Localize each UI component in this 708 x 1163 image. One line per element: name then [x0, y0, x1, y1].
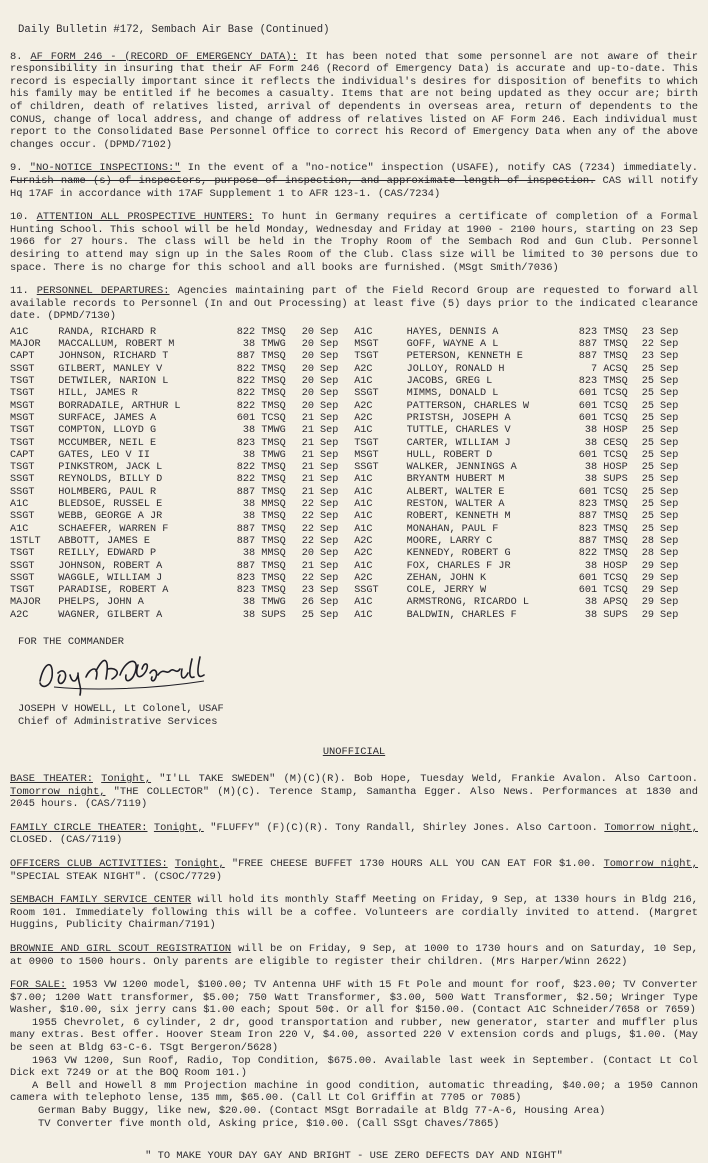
departure-date-cell: 26 Sep [301, 597, 339, 609]
departure-name-cell: PHELPS, JOHN A [58, 597, 144, 609]
departure-rank-cell: A1C [354, 376, 373, 388]
departure-row [10, 401, 690, 413]
officers-club-tomorrow: Tomorrow night, [603, 857, 699, 870]
departure-unit-cell: 887 TMSQ [236, 486, 286, 498]
departure-date-cell: 25 Sep [641, 400, 679, 412]
departure-rank-cell: A1C [10, 499, 29, 511]
departure-rank-cell: TSGT [10, 548, 35, 560]
departure-name-cell: JOHNSON, ROBERT A [58, 560, 163, 572]
departure-rank-cell: MSGT [354, 339, 379, 351]
departure-unit-cell: 822 TMSQ [236, 400, 286, 412]
item-9-body-1: In the event of a "no-notice" inspection (USAFE), notify CAS (7234) immediately. [187, 162, 698, 175]
departure-name-cell: BRYANTM HUBERT M [406, 474, 505, 486]
departure-date-cell: 25 Sep [641, 363, 679, 375]
departure-rank-cell: TSGT [354, 351, 379, 363]
departure-rank-cell: A1C [354, 609, 373, 621]
departure-rank-cell: SSGT [10, 486, 35, 498]
family-circle-tonight: Tonight, [153, 821, 204, 834]
item-9 [10, 162, 698, 200]
departure-rank-cell: TSGT [354, 437, 379, 449]
family-circle-tonight-text: "FLUFFY" (F)(C)(R). Tony Randall, Shirley Jones. Also Cartoon. [210, 821, 598, 834]
departure-rank-cell: SSGT [10, 560, 35, 572]
departure-unit-cell: 38 SUPS [584, 474, 628, 486]
for-sale-item-1 [10, 979, 698, 1017]
departure-unit-cell: 823 TMSQ [578, 523, 628, 535]
departure-row [10, 524, 690, 536]
item-11-number: 11. [10, 285, 29, 298]
departure-date-cell: 21 Sep [301, 412, 339, 424]
departure-row [10, 388, 690, 400]
departure-unit-cell: 822 TMSQ [236, 474, 286, 486]
signature-handwriting [34, 651, 214, 697]
for-sale-item-6: TV Converter five month old, Asking price, $10.00. (Call SSgt Chaves/7865) [38, 1117, 500, 1130]
departures-table [10, 327, 690, 622]
departure-rank-cell: A1C [354, 560, 373, 572]
departure-name-cell: WEBB, GEORGE A JR [58, 511, 163, 523]
departure-row [10, 462, 690, 474]
departure-date-cell: 25 Sep [641, 474, 679, 486]
departure-rank-cell: A1C [354, 511, 373, 523]
departure-date-cell: 21 Sep [301, 486, 339, 498]
departure-rank-cell: A1C [354, 597, 373, 609]
departure-unit-cell: 823 TMSQ [236, 437, 286, 449]
officers-club-tonight-text: "FREE CHEESE BUFFET 1730 HOURS ALL YOU CAN EAT FOR $1.00. [231, 857, 597, 870]
departure-name-cell: ABBOTT, JAMES E [58, 535, 150, 547]
departure-name-cell: BORRADAILE, ARTHUR L [58, 400, 181, 412]
departure-date-cell: 29 Sep [641, 560, 679, 572]
bulletin-header: Daily Bulletin #172, Sembach Air Base (Continued) [18, 24, 330, 36]
departure-unit-cell: 38 CESQ [584, 437, 628, 449]
departure-name-cell: MACCALLUM, ROBERT M [58, 339, 175, 351]
departure-date-cell: 29 Sep [641, 572, 679, 584]
departure-unit-cell: 823 TMSQ [236, 585, 286, 597]
departure-row [10, 610, 690, 622]
departure-name-cell: PARADISE, ROBERT A [58, 585, 169, 597]
departure-name-cell: WAGNER, GILBERT A [58, 609, 163, 621]
departure-name-cell: ROBERT, KENNETH M [406, 511, 511, 523]
departure-date-cell: 25 Sep [641, 412, 679, 424]
departure-name-cell: MONAHAN, PAUL F [406, 523, 499, 535]
base-theater-tonight: Tonight, [101, 772, 152, 785]
departure-rank-cell: A2C [354, 572, 373, 584]
departure-unit-cell: 38 SUPS [584, 609, 628, 621]
departure-name-cell: GATES, LEO V II [58, 449, 150, 461]
departure-date-cell: 21 Sep [301, 449, 339, 461]
departure-name-cell: SURFACE, JAMES A [58, 412, 157, 424]
departure-date-cell: 28 Sep [641, 535, 679, 547]
departure-name-cell: GILBERT, MANLEY V [58, 363, 163, 375]
departure-name-cell: REYNOLDS, BILLY D [58, 474, 163, 486]
departure-name-cell: BLEDSOE, RUSSEL E [58, 499, 163, 511]
departure-unit-cell: 38 TMWG [242, 339, 286, 351]
departure-name-cell: PINKSTROM, JACK L [58, 462, 163, 474]
departure-name-cell: PRISTSH, JOSEPH A [406, 412, 511, 424]
for-sale-item-4: A Bell and Howell 8 mm Projection machine in good condition, automatic threading, $40.00; a 1950 Cannon camera with telephoto lense, 135 mm, $65.00. (Call Lt Col Griffin at 7705 or 7085) [10, 1079, 698, 1105]
departure-name-cell: JOLLOY, RONALD H [406, 363, 505, 375]
departure-unit-cell: 822 TMSQ [236, 326, 286, 338]
departure-date-cell: 22 Sep [301, 499, 339, 511]
departures-table-body [10, 327, 690, 622]
departure-unit-cell: 887 TMSQ [578, 351, 628, 363]
departure-name-cell: WAGGLE, WILLIAM J [58, 572, 163, 584]
departure-date-cell: 25 Sep [641, 425, 679, 437]
departure-date-cell: 25 Sep [641, 499, 679, 511]
departure-rank-cell: A2C [354, 535, 373, 547]
departure-date-cell: 28 Sep [641, 548, 679, 560]
departure-rank-cell: A1C [354, 425, 373, 437]
unofficial-heading: UNOFFICIAL [322, 746, 386, 759]
departure-rank-cell: A2C [354, 363, 373, 375]
departure-unit-cell: 601 TCSQ [578, 412, 628, 424]
departure-unit-cell: 38 TMWG [242, 449, 286, 461]
departure-row [10, 536, 690, 548]
departure-rank-cell: A1C [10, 523, 29, 535]
family-circle-label: FAMILY CIRCLE THEATER: [10, 821, 148, 834]
for-the-commander: FOR THE COMMANDER [18, 636, 125, 648]
departure-date-cell: 25 Sep [641, 388, 679, 400]
departure-unit-cell: 887 TMSQ [236, 560, 286, 572]
departure-date-cell: 22 Sep [301, 523, 339, 535]
departure-name-cell: MCCUMBER, NEIL E [58, 437, 157, 449]
departure-date-cell: 22 Sep [641, 339, 679, 351]
departure-rank-cell: CAPT [10, 449, 35, 461]
departure-unit-cell: 38 TMSQ [242, 511, 286, 523]
departure-name-cell: KENNEDY, ROBERT G [406, 548, 511, 560]
departure-name-cell: SCHAEFER, WARREN F [58, 523, 169, 535]
departure-date-cell: 20 Sep [301, 388, 339, 400]
scout-registration-body: will be on Friday, 9 Sep, at 1000 to 1730 hours and on Saturday, 10 Sep, at 0900 to 1500 hours. Only parents are eligible to register their children. (Mrs Harper/Winn 2622) [10, 942, 698, 968]
signature-block [18, 636, 698, 728]
base-theater [10, 773, 698, 811]
departure-unit-cell: 601 TCSQ [578, 486, 628, 498]
departure-name-cell: GOFF, WAYNE A L [406, 339, 499, 351]
departure-unit-cell: 887 TMSQ [236, 535, 286, 547]
base-theater-tomorrow-text: "THE COLLECTOR" (M)(C). Terence Stamp, Samantha Egger. Also News. Performances at 1830 and 2045 hours. (CAS/7119) [10, 785, 698, 811]
for-sale-item-3: 1963 VW 1200, Sun Roof, Radio, Top Condition, $675.00. Available last week in September. (Contact Lt Col Dick ext 7249 or at the BOQ Room 101.) [10, 1054, 698, 1080]
departure-unit-cell: 38 HOSP [584, 425, 628, 437]
departure-name-cell: COMPTON, LLOYD G [58, 425, 157, 437]
commander-title: Chief of Administrative Services [18, 715, 218, 728]
departure-row [10, 499, 690, 511]
departure-row [10, 597, 690, 609]
base-theater-tomorrow: Tomorrow night, [10, 785, 106, 798]
departure-name-cell: HOLMBERG, PAUL R [58, 486, 157, 498]
departure-unit-cell: 38 TMWG [242, 597, 286, 609]
departure-date-cell: 25 Sep [641, 523, 679, 535]
departure-unit-cell: 38 MMSQ [242, 548, 286, 560]
departure-unit-cell: 38 APSQ [584, 597, 628, 609]
departure-rank-cell: SSGT [10, 363, 35, 375]
departure-rank-cell: TSGT [10, 425, 35, 437]
departure-date-cell: 29 Sep [641, 609, 679, 621]
departure-unit-cell: 601 TCSQ [578, 449, 628, 461]
departure-date-cell: 29 Sep [641, 597, 679, 609]
departure-rank-cell: A1C [354, 474, 373, 486]
departure-rank-cell: A2C [354, 400, 373, 412]
departure-rank-cell: SSGT [10, 511, 35, 523]
departure-row [10, 561, 690, 573]
departure-rank-cell: TSGT [10, 376, 35, 388]
departure-name-cell: JACOBS, GREG L [406, 376, 493, 388]
departure-row [10, 438, 690, 450]
departure-unit-cell: 887 TMSQ [578, 535, 628, 547]
motto: " TO MAKE YOUR DAY GAY AND BRIGHT - USE ZERO DEFECTS DAY AND NIGHT" [145, 1150, 563, 1163]
for-sale-item-5: German Baby Buggy, like new, $20.00. (Contact MSgt Borradaile at Bldg 77-A-6, Housing Area) [38, 1105, 606, 1118]
departure-unit-cell: 7 ACSQ [591, 363, 628, 375]
departure-date-cell: 21 Sep [301, 425, 339, 437]
officers-club-tonight: Tonight, [174, 857, 225, 870]
departure-name-cell: HAYES, DENNIS A [406, 326, 499, 338]
departure-unit-cell: 38 HOSP [584, 560, 628, 572]
departure-name-cell: MIMMS, DONALD L [406, 388, 499, 400]
base-theater-tonight-text: "I'LL TAKE SWEDEN" (M)(C)(R). Bob Hope, Tuesday Weld, Frankie Avalon. Also Cartoon. [159, 772, 698, 785]
departure-date-cell: 25 Sep [301, 609, 339, 621]
departure-row [10, 327, 690, 339]
departure-name-cell: ALBERT, WALTER E [406, 486, 505, 498]
for-sale-label: FOR SALE: [10, 979, 67, 992]
departure-name-cell: MOORE, LARRY C [406, 535, 493, 547]
departure-rank-cell: 1STLT [10, 535, 41, 547]
for-sale-section [10, 979, 698, 1130]
family-circle-theater [10, 822, 698, 847]
departure-name-cell: CARTER, WILLIAM J [406, 437, 511, 449]
departure-name-cell: REILLY, EDWARD P [58, 548, 157, 560]
departure-row [10, 376, 690, 388]
departure-date-cell: 23 Sep [641, 326, 679, 338]
commander-name: JOSEPH V HOWELL, Lt Colonel, USAF [18, 703, 224, 716]
departure-name-cell: HULL, ROBERT D [406, 449, 493, 461]
departure-unit-cell: 822 TMSQ [236, 363, 286, 375]
departure-date-cell: 25 Sep [641, 486, 679, 498]
departure-rank-cell: SSGT [354, 585, 379, 597]
departure-rank-cell: MAJOR [10, 597, 41, 609]
base-theater-label: BASE THEATER: [10, 772, 93, 785]
item-8-number: 8. [10, 50, 23, 63]
departure-rank-cell: A2C [354, 412, 373, 424]
departure-name-cell: ZEHAN, JOHN K [406, 572, 487, 584]
departure-rank-cell: SSGT [10, 572, 35, 584]
departure-name-cell: ARMSTRONG, RICARDO L [406, 597, 529, 609]
departure-row [10, 413, 690, 425]
departure-date-cell: 21 Sep [301, 474, 339, 486]
item-11 [10, 285, 698, 323]
departure-unit-cell: 38 HOSP [584, 462, 628, 474]
departure-date-cell: 20 Sep [301, 376, 339, 388]
departure-name-cell: COLE, JERRY W [406, 585, 487, 597]
departure-name-cell: PETERSON, KENNETH E [406, 351, 523, 363]
item-9-title: "NO-NOTICE INSPECTIONS:" [29, 162, 181, 175]
departure-unit-cell: 38 SUPS [242, 609, 286, 621]
family-service-center [10, 894, 698, 932]
departure-rank-cell: MSGT [354, 449, 379, 461]
departure-date-cell: 25 Sep [641, 449, 679, 461]
departure-name-cell: PATTERSON, CHARLES W [406, 400, 529, 412]
officers-club-label: OFFICERS CLUB ACTIVITIES: [10, 857, 168, 870]
departure-rank-cell: MSGT [10, 412, 35, 424]
departure-rank-cell: A2C [10, 609, 29, 621]
item-10-title: ATTENTION ALL PROSPECTIVE HUNTERS: [36, 211, 254, 224]
departure-unit-cell: 601 TCSQ [578, 585, 628, 597]
departure-unit-cell: 823 TMSQ [578, 376, 628, 388]
departure-row [10, 585, 690, 597]
departure-name-cell: RESTON, WALTER A [406, 499, 505, 511]
for-sale-text-1: 1953 VW 1200 model, $100.00; TV Antenna UHF with 15 Ft Pole and mount for roof, $23.00; TV Converter $7.00; 1200 Watt transformer, $5.00; 750 Watt Transformer, $3.00, 500 Watt Transformer, $2.50; Wringer Type Washer, $10.00, six jerry cans $1.00 each; Spout 50¢. Or all for $150.00. (Contact A1C Schneider/7658 or 7659) [10, 979, 698, 1017]
departure-unit-cell: 822 TMSQ [236, 462, 286, 474]
item-8-title: AF FORM 246 - (RECORD OF EMERGENCY DATA): [30, 50, 298, 63]
departure-date-cell: 20 Sep [301, 548, 339, 560]
departure-date-cell: 20 Sep [301, 363, 339, 375]
departure-name-cell: FOX, CHARLES F JR [406, 560, 511, 572]
departure-unit-cell: 823 TMSQ [236, 572, 286, 584]
departure-unit-cell: 822 TMSQ [236, 388, 286, 400]
family-circle-tomorrow: Tomorrow night, [604, 821, 698, 834]
departure-date-cell: 20 Sep [301, 400, 339, 412]
family-circle-tomorrow-text: CLOSED. (CAS/7119) [10, 834, 123, 847]
for-sale-item-2: 1955 Chevrolet, 6 cylinder, 2 dr, good transportation and rubber, new generator, starter and muffler plus many extras. Best offer. Hoover Steam Iron 220 V, $4.00, assorted 220 V extension cords and plugs, $1.00. (May be seen at Bldg 63-C-6. TSgt Bergeron/5628) [10, 1016, 698, 1055]
departure-name-cell: TUTTLE, CHARLES V [406, 425, 511, 437]
departure-unit-cell: 822 TMSQ [236, 376, 286, 388]
departure-unit-cell: 823 TMSQ [578, 326, 628, 338]
item-11-title: PERSONNEL DEPARTURES: [36, 285, 170, 298]
departure-rank-cell: A1C [354, 486, 373, 498]
departure-row [10, 511, 690, 523]
departure-rank-cell: A1C [354, 326, 373, 338]
departure-date-cell: 22 Sep [301, 572, 339, 584]
departure-rank-cell: MAJOR [10, 339, 41, 351]
departure-date-cell: 22 Sep [301, 535, 339, 547]
departure-name-cell: DETWILER, NARION L [58, 376, 169, 388]
departure-date-cell: 25 Sep [641, 462, 679, 474]
departure-date-cell: 25 Sep [641, 511, 679, 523]
departure-date-cell: 23 Sep [301, 585, 339, 597]
departure-rank-cell: SSGT [10, 474, 35, 486]
scout-registration [10, 943, 698, 968]
departure-unit-cell: 38 TMWG [242, 425, 286, 437]
departure-date-cell: 20 Sep [301, 351, 339, 363]
departure-rank-cell: A1C [354, 499, 373, 511]
departure-unit-cell: 887 TMSQ [578, 511, 628, 523]
departure-date-cell: 20 Sep [301, 339, 339, 351]
departure-row [10, 548, 690, 560]
departure-name-cell: RANDA, RICHARD R [58, 326, 157, 338]
departure-row [10, 474, 690, 486]
family-service-body: will hold its monthly Staff Meeting on Friday, 9 Sep, at 1330 hours in Bldg 216, Room 101. Immediately following this will be a coffee. Volunteers are cordially invited to attend. (Margret Huggins, Publicity Chairman/7191) [10, 894, 698, 932]
departure-date-cell: 21 Sep [301, 437, 339, 449]
departure-row [10, 339, 690, 351]
departure-unit-cell: 887 TMSQ [236, 523, 286, 535]
departure-unit-cell: 823 TMSQ [578, 499, 628, 511]
departure-row [10, 573, 690, 585]
item-9-number: 9. [10, 162, 23, 175]
departure-date-cell: 25 Sep [641, 376, 679, 388]
officers-club [10, 858, 698, 883]
departure-rank-cell: A1C [10, 326, 29, 338]
departure-unit-cell: 887 TMSQ [236, 351, 286, 363]
departure-row [10, 487, 690, 499]
departure-rank-cell: TSGT [10, 388, 35, 400]
item-9-body-2: Furnish name (s) of inspectors, purpose of inspection, and approximate length of inspection. [10, 174, 596, 187]
departure-row [10, 364, 690, 376]
departure-date-cell: 25 Sep [641, 437, 679, 449]
departure-unit-cell: 601 TCSQ [578, 572, 628, 584]
item-10-number: 10. [10, 211, 29, 224]
departure-rank-cell: SSGT [354, 388, 379, 400]
departure-date-cell: 29 Sep [641, 585, 679, 597]
item-10 [10, 211, 698, 274]
departure-name-cell: HILL, JAMES R [58, 388, 138, 400]
departure-row [10, 450, 690, 462]
departure-date-cell: 21 Sep [301, 560, 339, 572]
departure-date-cell: 21 Sep [301, 462, 339, 474]
family-service-label: SEMBACH FAMILY SERVICE CENTER [10, 894, 192, 907]
departure-unit-cell: 822 TMSQ [578, 548, 628, 560]
departure-unit-cell: 887 TMSQ [578, 339, 628, 351]
departure-date-cell: 22 Sep [301, 511, 339, 523]
departure-rank-cell: TSGT [10, 437, 35, 449]
item-11-body: Agencies maintaining part of the Field Record Group are requested to forward all available records to Personnel (In and Out Processing) at least five (5) days prior to the indicated clearance date. (DPMD/7130) [10, 285, 698, 323]
departure-row [10, 351, 690, 363]
departure-date-cell: 23 Sep [641, 351, 679, 363]
departure-rank-cell: MSGT [10, 400, 35, 412]
departure-unit-cell: 601 TCSQ [578, 388, 628, 400]
departure-name-cell: JOHNSON, RICHARD T [58, 351, 169, 363]
departure-rank-cell: A1C [354, 523, 373, 535]
departure-rank-cell: CAPT [10, 351, 35, 363]
item-10-body: To hunt in Germany requires a certificate of completion of a Formal Hunting School. This school will be held Monday, Wednesday and Friday at 1900 - 2100 hours, starting on 23 Sep 1966 for 27 hours. The class will be held in the Trophy Room of the Sembach Rod and Gun Club. Personnel desiring to attend may sign up in the Sales Room of the Club. Class size will be limited to 30 persons due to space. There is no charge for this school and all books are furnished. (MSgt Smith/7036) [10, 211, 698, 274]
departure-rank-cell: TSGT [10, 585, 35, 597]
departure-name-cell: BALDWIN, CHARLES F [406, 609, 517, 621]
departure-unit-cell: 601 TCSQ [578, 400, 628, 412]
item-8 [10, 51, 698, 152]
departure-unit-cell: 601 TCSQ [236, 412, 286, 424]
scout-registration-label: BROWNIE AND GIRL SCOUT REGISTRATION [10, 942, 232, 955]
departure-unit-cell: 38 MMSQ [242, 499, 286, 511]
item-9-body-3: CAS will notify Hq 17AF in accordance with 17AF Supplement 1 to AFR 123-1. (CAS/7234) [10, 174, 698, 200]
departure-date-cell: 20 Sep [301, 326, 339, 338]
departure-rank-cell: A2C [354, 548, 373, 560]
departure-rank-cell: TSGT [10, 462, 35, 474]
departure-rank-cell: SSGT [354, 462, 379, 474]
departure-name-cell: WALKER, JENNINGS A [406, 462, 517, 474]
departure-row [10, 425, 690, 437]
item-8-body: It has been noted that some personnel are not aware of their responsibility in insuring that their AF Form 246 (Record of Emergency Data) is accurate and up-to-date. This record is especially important since it reflects the individual's desires for disposition of benefits to which his family may be entitled if he becomes a casualty. Items that are not being updated as they occur are; birth of children, death of relatives listed, arrival of dependents in overseas area, return of dependents to the CONUS, change of local address, and change of address of relatives listed on AF Form 246. Each individual must report to the Consolidated Base Personnel Office to correct his Record of Emergency Data when any of the above changes occur. (DPMD/7102) [10, 50, 698, 151]
officers-club-tomorrow-text: "SPECIAL STEAK NIGHT". (CSOC/7729) [10, 870, 223, 883]
